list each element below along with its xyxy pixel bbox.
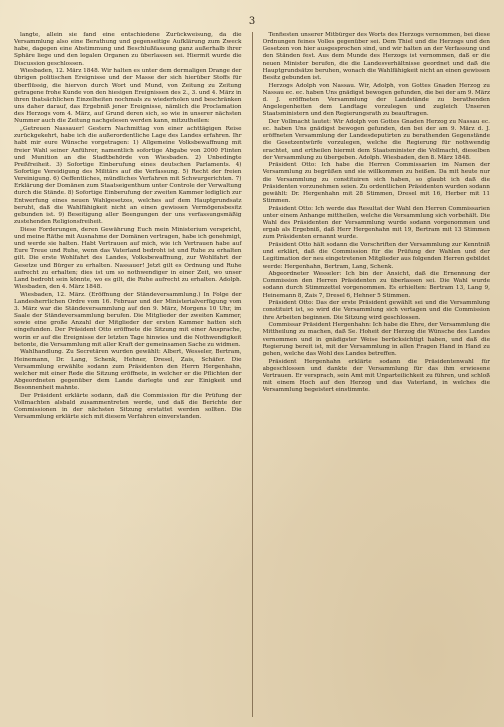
paragraph: Der Vollmacht lautet: Wir Adolph von Gottes Gnaden Herzog zu Nassau ec. ec. haben Uns gnädigst bewogen gefunden, den bei der am 9. März d. J. eröffneten Versammlung der Landesdeputirten zu berathenden Gegenstände die Gesetzentwürfe vorzulegen, welche die Regierung für nothwendig erachtet, und ertheilen hiermit dem Staatsminister die Vollmacht, dieselben der Versammlung zu übergeben. Adolph. Wiesbaden, den 8. März 1848.	[262, 118, 490, 161]
column-divider	[252, 32, 253, 717]
paragraph: Präsident Hergenhahn erklärte sodann die Präsidentenwahl für abgeschlossen und dankte der Versammlung für das ihm erwiesene Vertrauen. Er versprach, sein Amt mit Unparteilichkeit zu führen, und schloß mit einem Hoch auf den Herzog und das Vaterland, in welches die Versammlung begeistert einstimmte.	[262, 358, 490, 394]
paragraph: Wahlhandlung. Zu Secretären wurden gewählt: Albert, Wesseler, Bertram, Heinemann, Dr. Lang, Schenk, Hehner, Dresel, Zais, Schäfer. Die Versammlung erwählte sodann zum Präsidenten den Herrn Hergenhahn, welcher mit einer Rede die Sitzung eröffnete, in welcher er die Pflichten der Abgeordneten gegenüber dem Lande darlegte und zur Einigkeit und Besonnenheit mahnte.	[14, 349, 242, 392]
paragraph: Der Präsident erklärte sodann, daß die Commission für die Prüfung der Vollmachten alsbald zusammentreten werde, und daß die Berichte der Commissionen in der nächsten Sitzung erstattet werden sollten. Die Versammlung erklärte sich mit diesem Verfahren einverstanden.	[14, 392, 242, 421]
paragraph: langte, allein sie fand eine entschiedene Zurückweisung, da die Versammlung also eine Berathung und gegenseitige Aufklärung zum Zweck habe, dagegen eine Abstimmung und Beschlußfassung ganz außerhalb ihrer Sphäre liege und den legalen Organen zu überlassen sei. Hiermit wurde die Discussion geschlossen.	[14, 32, 242, 67]
paragraph: Präsident Otto: Ich werde das Resultat der Wahl den Herren Commissarien unter einem Anhange mittheilen, welche die Versammlung sich vorbehält. Die Wahl des Präsidenten der Versammlung wurde sodann vorgenommen und ergab als Ergebniß, daß Herr Hergenhahn mit 19, Bertram mit 13 Stimmen zum Präsidenten ernannt wurde.	[262, 205, 490, 241]
paragraph: Abgeordneter Wesseler: Ich bin der Ansicht, daß die Ernennung der Commission den Herren Präsidenten zu überlassen sei. Die Wahl wurde sodann durch Stimmzettel vorgenommen. Es erhielten: Bertram 13, Lang 9, Heinemann 8, Zais 7, Dresel 6, Hehner 5 Stimmen.	[262, 271, 490, 299]
paragraph: „Getreuen Nassauer! Gestern Nachmittag von einer achttägigen Reise zurückgekehrt, habe ich die außerordentliche Lage des Landes erfahren. Ihr habt mir eure Wünsche vorgetragen: 1) Allgemeine Volksbewaffnung mit freier Wahl seiner Anführer, namentlich sofortige Abgabe von 2000 Flinten und Munition an die Stadtbehörde von Wiesbaden. 2) Unbedingte Preßfreiheit. 3) Sofortige Einberufung eines deutschen Parlaments. 4) Sofortige Vereidigung des Militärs auf die Verfassung. 5) Recht der freien Vereinigung. 6) Oeffentliches, mündliches Verfahren mit Schwurgerichten. 7) Erklärung der Domänen zum Staatseigenthum unter Controle der Verwaltung durch die Stände. 8) Sofortige Einberufung der zweiten Kammer lediglich zur Entwerfung eines neuen Wahlgesetzes, welches auf dem Hauptgrundsatz beruht, daß die Wahlfähigkeit nicht an einen gewissen Vermögensbesitz gebunden ist. 9) Beseitigung aller Beengungen der uns verfassungsmäßig zustehenden Religionsfreiheit.	[14, 126, 242, 226]
page-number: 3	[248, 16, 256, 27]
paragraph: Präsident Otto hält sodann die Vorschriften der Versammlung zur Kenntniß und erklärt, daß die Commission für die Prüfung der Wahlen und der Legitimation der neu eingetretenen Mitglieder aus folgenden Herren gebildet werde: Hergenhahn, Bertram, Lang, Schenk.	[262, 242, 490, 270]
paragraph: Diese Forderungen, deren Gewährung Euch mein Ministerium verspricht, und meine Räthe mit Ausnahme der Domänen vertragen, habe ich genehmigt, und werde sie halten. Habt Vertrauen auf mich, wie ich Vertrauen habe auf Eure Treue und Ruhe, wenn das Vaterland bedroht ist und Ruhe zu erhalten gilt. Die erste Wohlfahrt des Landes, Volksbewaffnung, zur Wohlfahrt der Gesetze und Bürger zu erhalten. Nassauer! Jetzt gilt es Ordnung und Ruhe aufrecht zu erhalten; dies ist um so nothwendiger in einer Zeit, wo unser Land bedroht sein könnte, wo es gilt, die Ruhe aufrecht zu erhalten. Adolph. Wiesbaden, den 4. März 1848.	[14, 226, 242, 290]
paragraph: Präsident Otto: Das der erste Präsident gewählt sei und die Versammlung constituirt ist, so wird die Versammlung sich vertagen und die Commission ihre Arbeiten beginnen. Die Sitzung wird geschlossen.	[262, 300, 490, 321]
right-column	[263, 32, 491, 717]
text-columns	[14, 32, 490, 717]
left-column	[14, 32, 242, 717]
paragraph: Tenfiesten unserer Mitbürger des Worts des Herzogs vernommen, bei diese Ordnungen feines Volles gegenüber sei. Dem Thiel und die Herzogs und den Gesetzen von hier ausgesprochen sind, und wir halten an der Verfassung und den Ständen fest. Aus dem Munde des Herzogs ist vernommen, daß er die neuen Minister berufen, die die Landesverhältnisse geordnet und daß die Hauptgrundsätze beruhen, wonach die Wahlfähigkeit nicht an einen gewissen Besitz gebunden ist.	[262, 32, 490, 81]
paragraph: Präsident Otto: Ich habe die Herren Commissarien im Namen der Versammlung zu begrüßen und sie willkommen zu heißen. Da mit heute nur die Versammlung zu constituiren sich haben, so glaubt ich daß die Präsidenten vorzunehmen seien. Zu ordentlichen Präsidenten wurden sodann gewählt: Dr. Hergenhahn mit 28 Stimmen, Dresel mit 16, Herber mit 11 Stimmen.	[262, 162, 490, 205]
paragraph: Herzogs Adolph von Nassau. Wir, Adolph, von Gottes Gnaden Herzog zu Nassau ec. ec. haben Uns gnädigst bewogen gefunden, die bei der am 9. März d. J. eröffneten Versammlung der Landstände zu berathenden Angelegenheiten dem Landtage vorzulegen und zugleich Unseren Staatsministern und den Regierungsrath zu beauftragen.	[262, 82, 490, 118]
paragraph: Commissar Präsident Hergenhahn: Ich habe die Ehre, der Versammlung die Mittheilung zu machen, daß Se. Hoheit der Herzog die Wünsche des Landes vernommen und in gnädigster Weise berücksichtigt haben, und daß die Regierung bereit ist, mit der Versammlung in allen Fragen Hand in Hand zu gehen, welche das Wohl des Landes betreffen.	[262, 322, 490, 357]
paragraph: Wiesbaden, 12. März. (Eröffnung der Ständeversammlung.) In Folge der Landesherrlichen Ordre vom 16. Februar und der Ministerialverfügung vom 3. März war die Ständeversammlung auf den 9. März, Morgens 10 Uhr, im Saale der Ständeversammlung berufen. Die Mitglieder der zweiten Kammer, sowie eine große Anzahl der Mitglieder der ersten Kammer hatten sich eingefunden. Der Präsident Otto eröffnete die Sitzung mit einer Ansprache, worin er auf die Ereignisse der letzten Tage hinwies und die Nothwendigkeit betonte, die Versammlung mit aller Kraft der gemeinsamen Sache zu widmen.	[14, 291, 242, 348]
paragraph: Wiesbaden, 12. März 1848. Wir halten es unter dem dermaligen Drange der übrigen politischen Ereignisse und der Masse der sich hierüber Stoffs für überflüssig, die hiervon durch Wort und Mund, von Zeitung zu Zeitung getragene frohe Kunde von den hiesigen Ereignissen des 2., 3. und 4. März in ihren thatsächlichen Einzelheiten nochmals zu wiederholen und beschränken uns daher darauf, das Ergebniß jener Ereignisse, nämlich die Proclamation des Herzogs vom 4. März, auf Grund deren sich, so wie in unserer nächsten Nummer auch die Zeitung nachgelesen werden kann, mitzutheilen:	[14, 68, 242, 125]
